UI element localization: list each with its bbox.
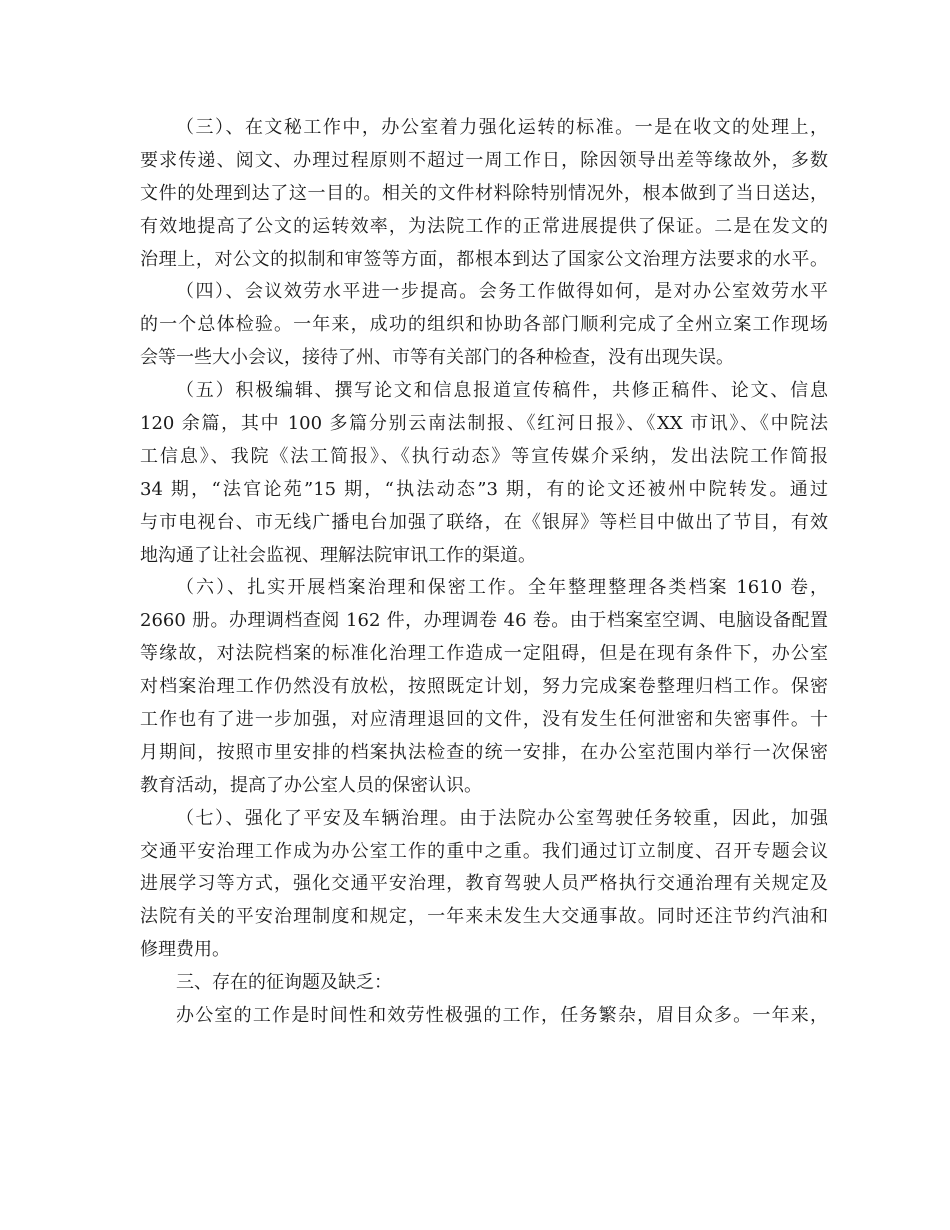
paragraph-6-line-6: 月期间，按照市里安排的档案执法检查的统一安排，在办公室范围内举行一次保密 bbox=[140, 741, 828, 763]
paragraph-3-line-3: 文件的处理到达了这一目的。相关的文件材料除特别情况外，根本做到了当日送达， bbox=[140, 182, 828, 204]
paragraph-4-line-3: 会等一些大小会议，接待了州、市等有关部门的各种检查，没有出现失误。 bbox=[140, 347, 734, 369]
paragraph-5-line-3: 工信息》、我院《法工简报》、《执行动态》等宣传媒介采纳，发出法院工作简报 bbox=[140, 445, 828, 467]
paragraph-5-line-1: （五）积极编辑、撰写论文和信息报道宣传稿件，共修正稿件、论文、信息 bbox=[176, 380, 828, 402]
document-body bbox=[140, 112, 828, 1033]
paragraph-7-line-5: 修理费用。 bbox=[140, 939, 230, 961]
paragraph-6-line-3: 等缘故，对法院档案的标准化治理工作造成一定阻碍，但是在现有条件下，办公室 bbox=[140, 643, 828, 665]
paragraph-4-line-1: （四）、会议效劳水平进一步提高。会务工作做得如何，是对办公室效劳水平 bbox=[176, 281, 828, 303]
paragraph-3-line-4: 有效地提高了公文的运转效率，为法院工作的正常进展提供了保证。二是在发文的 bbox=[140, 215, 828, 237]
paragraph-3-line-5: 治理上，对公文的拟制和审签等方面，都根本到达了国家公文治理方法要求的水平。 bbox=[140, 248, 828, 270]
paragraph-5-line-2: 120 余篇，其中 100 多篇分别云南法制报、《红河日报》、《XX 市讯》、《中院法 bbox=[140, 413, 828, 435]
paragraph-7-line-3: 进展学习等方式，强化交通平安治理，教育驾驶人员严格执行交通治理有关规定及 bbox=[140, 873, 828, 895]
paragraph-6-line-5: 工作也有了进一步加强，对应清理退回的文件，没有发生任何泄密和失密事件。十 bbox=[140, 709, 828, 731]
paragraph-6-line-2: 2660 册。办理调档查阅 162 件，办理调卷 46 卷。由于档案室空调、电脑设备配置 bbox=[140, 610, 828, 632]
section-heading-3: 三、存在的征询题及缺乏： bbox=[176, 972, 392, 994]
paragraph-7-line-2: 交通平安治理工作成为办公室工作的重中之重。我们通过订立制度、召开专题会议 bbox=[140, 840, 828, 862]
paragraph-5-line-6: 地沟通了让社会监视、理解法院审讯工作的渠道。 bbox=[140, 544, 536, 566]
paragraph-8-line-1: 办公室的工作是时间性和效劳性极强的工作，任务繁杂，眉目众多。一年来， bbox=[176, 1005, 828, 1027]
paragraph-5-line-5: 与市电视台、市无线广播电台加强了联络，在《银屏》等栏目中做出了节目，有效 bbox=[140, 511, 828, 533]
paragraph-3-line-1: （三）、在文秘工作中，办公室着力强化运转的标准。一是在收文的处理上， bbox=[176, 117, 828, 138]
paragraph-7-line-1: （七）、强化了平安及车辆治理。由于法院办公室驾驶任务较重，因此，加强 bbox=[176, 807, 828, 829]
paragraph-4-line-2: 的一个总体检验。一年来，成功的组织和协助各部门顺利完成了全州立案工作现场 bbox=[140, 314, 828, 336]
paragraph-7-line-4: 法院有关的平安治理制度和规定，一年来未发生大交通事故。同时还注节约汽油和 bbox=[140, 906, 828, 928]
paragraph-5-line-4: 34 期，“法官论苑”15 期，“执法动态”3 期，有的论文还被州中院转发。通过 bbox=[140, 478, 828, 500]
paragraph-6-line-1: （六）、扎实开展档案治理和保密工作。全年整理整理各类档案 1610 卷， bbox=[176, 577, 828, 599]
paragraph-3-line-2: 要求传递、阅文、办理过程原则不超过一周工作日，除因领导出差等缘故外，多数 bbox=[140, 149, 828, 171]
paragraph-6-line-4: 对档案治理工作仍然没有放松，按照既定计划，努力完成案卷整理归档工作。保密 bbox=[140, 676, 828, 698]
paragraph-6-line-7: 教育活动，提高了办公室人员的保密认识。 bbox=[140, 774, 482, 796]
